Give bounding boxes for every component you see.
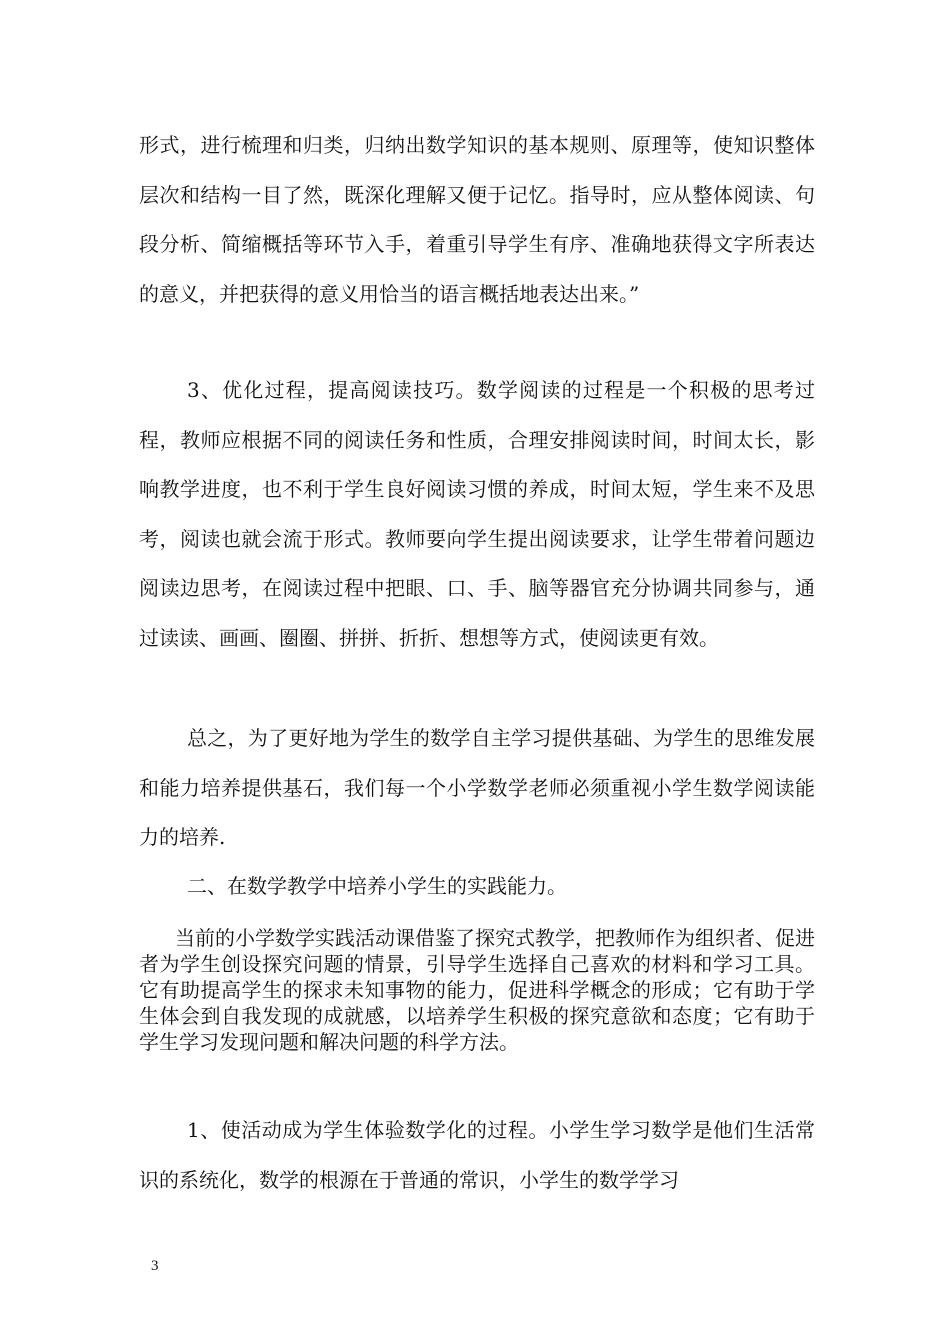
- paragraph-optimize-process: 3、优化过程，提高阅读技巧。数学阅读的过程是一个积极的思考过程，教师应根据不同的阅读任务和性质，合理安排阅读时间，时间太长，影响教学进度，也不利于学生良好阅读习惯的养成，时间太短，学生来不及思考，阅读也就会流于形式。教师要向学生提出阅读要求，让学生带着问题边阅读边思考，在阅读过程中把眼、口、手、脑等器官充分协调共同参与，通过读读、画画、圈圈、拼拼、折折、想想等方式，使阅读更有效。: [139, 378, 815, 650]
- section-heading-practice: 二、在数学教学中培养小学生的实践能力。: [187, 874, 567, 898]
- page-number: 3: [151, 1258, 159, 1274]
- paragraph-activity: 1、使活动成为学生体验数学化的过程。小学生学习数学是他们生活常识的系统化，数学的根源在于普通的常识，小学生的数学学习: [139, 1118, 815, 1192]
- paragraph-continuation: 形式，进行梳理和归类，归纳出数学知识的基本规则、原理等，使知识整体层次和结构一目了然，既深化理解又便于记忆。指导时，应从整体阅读、句段分析、简缩概括等环节入手，着重引导学生有序、准确地获得文字所表达的意义，并把获得的意义用恰当的语言概括地表达出来。”: [139, 133, 815, 306]
- paragraph-summary: 总之，为了更好地为学生的数学自主学习提供基础、为学生的思维发展和能力培养提供基石，我们每一个小学数学老师必须重视小学生数学阅读能力的培养.: [139, 726, 815, 849]
- paragraph-practice-intro: 当前的小学数学实践活动课借鉴了探究式教学，把教师作为组织者、促进者为学生创设探究问题的情景，引导学生选择自己喜欢的材料和学习工具。它有助提高学生的探求未知事物的能力，促进科学概念的形成；它有助于学生体会到自我发现的成就感，以培养学生积极的探究意欲和态度；它有助于学生学习发现问题和解决问题的科学方法。: [139, 926, 815, 1054]
